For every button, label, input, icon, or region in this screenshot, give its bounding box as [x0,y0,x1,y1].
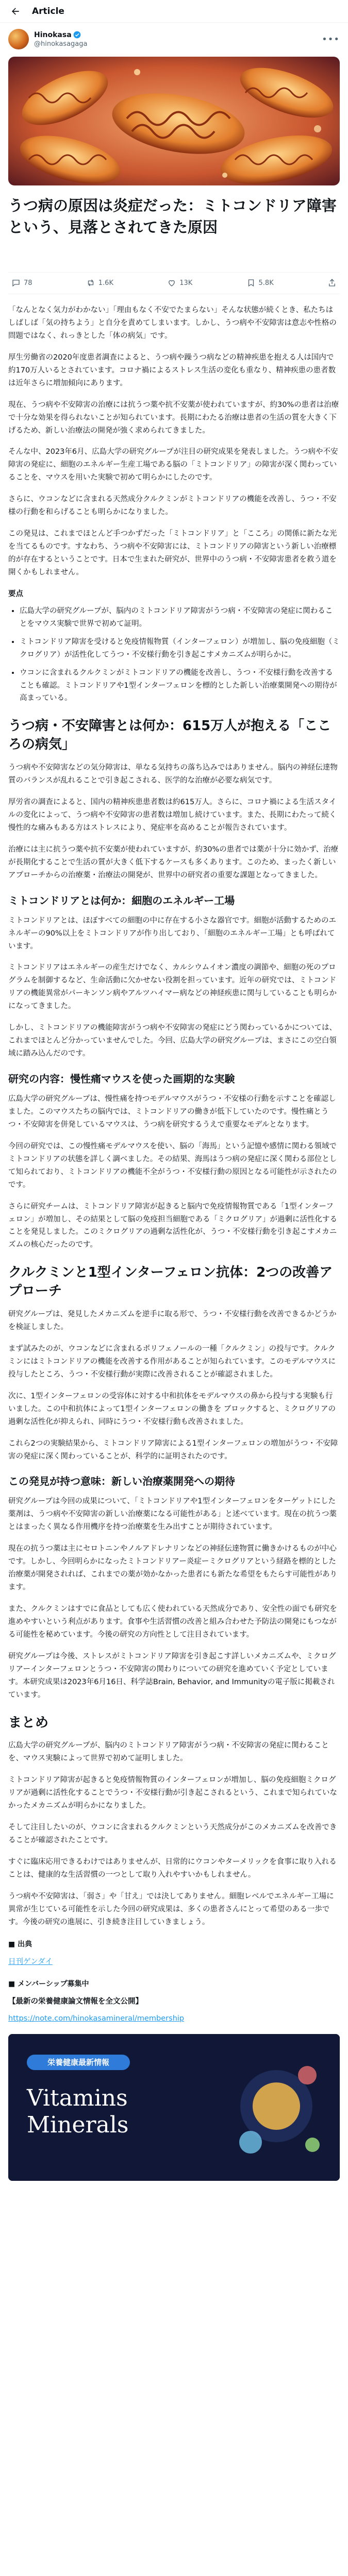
repost-button[interactable] [86,278,113,287]
paragraph: しかし、ミトコンドリアの機能障害がうつ病や不安障害の発症にどう関わっているかについては、これまでほとんど分かっていませんでした。今回、広島大学の研究グループは、まさにこの空白領域に踏み込んだのです。 [8,1024,337,1058]
share-icon [327,278,337,287]
paragraph: 研究グループは今後、ストレスがミトコンドリア障害を引き起こす詳しいメカニズムや、ミクログリアーインターフェロンとうつ・不安障害の関わりについての研究を進めていく予定としています。本研究成果は2023年6月16日、科学誌Brain, Behavior, and Immunityの電子版に掲載されています。 [8,1652,336,1699]
section-heading: クルクミンと1型インターフェロン抗体：2つの改善アプローチ [8,1265,333,1299]
paragraph: 研究グループは今回の成果について、「ミトコンドリアや1型インターフェロンをターゲットにした薬剤は、うつ病や不安障害の新しい治療薬になる可能性がある」と述べています。現在の抗うつ薬とはまったく異なる作用機序を持つ治療薬を生み出すことが期待されています。 [8,1497,337,1532]
paragraph: さらに研究チームは、ミトコンドリア障害が起きると脳内で免疫情報物質である「1型インターフェロン」が増加し、その結果として脳の免疫担当細胞である「ミクログリア」が過剰に活性化することを発見しました。このミクログリアの過剰な活性化が、うつ・不安様行動を引き起こすメカニズムの核心だったのです。 [8,1202,337,1249]
more-options-icon[interactable]: ••• [322,34,340,45]
bookmark-button[interactable] [246,278,274,287]
summary-heading: 要点 [8,589,23,598]
paragraph: これら2つの実験結果から、ミトコンドリア障害による1型インターフェロンの増加がうつ・不安障害の発症に深く関わっていることが、科学的に証明されたのです。 [8,1439,338,1461]
paragraph: 厚生労働省の2020年度患者調査によると、うつ病や躁うつ病などの精神疾患を抱える人は国内で約170万人いるとされています。コロナ禍によるストレス生活の変化も重なり、精神疾患の患者数は近年さらに増加傾向にあります。 [8,353,336,387]
paragraph: 「なんとなく気力がわかない」「理由もなく不安でたまらない」そんな状態が続くとき、私たちはしばしば「気の持ちよう」と自分を責めてしまいます。しかし、うつ病や不安障害は意志や性格の問題ではなく、れっきとした「体の病気」です。 [8,306,337,340]
paragraph: この発見は、これまでほとんど手つかずだった「ミトコンドリア」と「こころ」の関係に新たな光を当てるものです。すなわち、うつ病や不安障害には、ミトコンドリアの障害という新しい治療標的が存在するということです。日本で生まれた研究が、世界中のうつ病・不安障害患者を救う道を開くかもしれません。 [8,530,337,577]
section-heading: まとめ [8,1715,49,1731]
promo-title-line1: Vitamins [27,2084,128,2111]
repost-icon [86,278,95,287]
promo-banner[interactable] [8,2034,340,2181]
paragraph: また、クルクミンはすでに食品としても広く使われている天然成分であり、安全性の面でも研究を進めやすいという利点があります。食事や生活習慣の改善と組み合わせた予防法の開発にもつながる可能性を秘めています。今後の研究の方向性として注目されています。 [8,1605,337,1639]
summary-list [20,605,340,705]
paragraph: 厚労省の調査によると、国内の精神疾患患者数は約615万人。さらに、コロナ禍による生活スタイルの変化によって、うつ病や不安障害の患者数は増加し続けています。また、長期にわたって続く慢性的な痛みもある方はストレスにより、発症率を高めることが報告されています。 [8,798,337,832]
verified-badge-icon [73,31,81,39]
paragraph: すぐに臨床応用できるわけではありませんが、日常的にウコンやターメリックを食事に取り入れることは、健康的な生活習慣の一つとして取り入れやすいかもしれません。 [8,1858,337,1879]
paragraph: ミトコンドリア障害が起きると免疫情報物質のインターフェロンが増加し、脳の免疫細胞ミクログリアが過剰に活性化することでうつ・不安様行動が引き起こされるという、これまで知られていなかったメカニズムが明らかになりました。 [8,1776,337,1810]
source-label: ■ 出典 [8,1940,32,1948]
share-button[interactable] [327,278,337,287]
article-title: うつ病の原因は炎症だった：ミトコンドリア障害という、見落とされてきた原因 [8,197,337,236]
section-heading: この発見が持つ意味：新しい治療薬開発への期待 [8,1475,235,1488]
repost-count: 1.6K [98,279,113,287]
paragraph: まず試みたのが、ウコンなどに含まれるポリフェノールの一種「クルクミン」の投与です。クルクミンにはミトコンドリアの機能を改善する作用があることが知られています。このモデルマウスに投与したところ、うつ・不安様行動が実際に改善されることが確認されました。 [8,1344,336,1379]
list-item: • 広島大学の研究グループが、脳内のミトコンドリア障害がうつ病・不安障害の発症に関わることをマウス実験で世界で初めて証明。 [20,605,340,631]
heart-icon [167,278,176,287]
author-row [8,29,340,49]
bookmark-icon [246,278,256,287]
paragraph: そんな中、2023年6月、広島大学の研究グループが注目の研究成果を発表しました。うつ病や不安障害の発症に、細胞のエネルギー生産工場である脳の「ミトコンドリア」の障害が深く関わっていることを、マウスを用いた実験で初めて明らかにしたのです。 [8,448,338,482]
paragraph: ミトコンドリアはエネルギーの産生だけでなく、カルシウムイオン濃度の調節や、細胞の死のプログラムを制御するなど、生命活動に欠かせない役割を担っています。近年の研究では、ミトコンドリアの機能異常がパーキンソン病やアルツハイマー病などの神経疾患に関与していることも明らかになってきました。 [8,963,337,1011]
list-item: • ウコンに含まれるクルクミンがミトコンドリアの機能を改善し、うつ・不安様行動を改善することも確認。ミトコンドリアや1型インターフェロンを標的とした新しい治療薬開発への期待が高まっている。 [20,667,340,705]
back-arrow-icon[interactable] [8,4,23,19]
reply-button[interactable] [11,278,32,287]
promo-title-line2: Minerals [27,2111,129,2138]
section-heading: うつ病・不安障害とは何か：615万人が抱える「こころの病気」 [8,718,332,753]
bookmark-count: 5.8K [258,279,274,287]
reply-icon [11,278,21,287]
engagement-bar [8,278,340,287]
paragraph: 現在、うつ病や不安障害の治療には抗うつ薬や抗不安薬が使われていますが、約30%の患者は治療で十分な効果を得られないことが知られています。長期にわたる治療は患者の生活の質を大きく下げるため、新しい治療法の開発が強く求められてきました。 [8,400,339,435]
paragraph: さらに、ウコンなどに含まれる天然成分クルクミンがミトコンドリアの機能を改善し、うつ・不安様の行動を和らげることも明らかになりました。 [8,495,337,517]
like-count: 13K [179,279,193,287]
paragraph: ミトコンドリアとは、ほぼすべての細胞の中に存在する小さな器官です。細胞が活動するためのエネルギーの90%以上をミトコンドリアが作り出しており、「細胞のエネルギー工場」とも呼ばれています。 [8,916,336,951]
article-body [8,304,340,2191]
paragraph: 広島大学の研究グループが、脳内のミトコンドリア障害がうつ病・不安障害の発症に関わることを、マウス実験によって世界で初めて証明しました。 [8,1741,329,1763]
paragraph: うつ病や不安障害は、「弱さ」や「甘え」では決してありません。細胞レベルでエネルギー工場に異常が生じている可能性を示した今回の研究成果は、多くの患者さんにとって希望のある一歩です。今後の研究の進展に、引き続き注目していきましょう。 [8,1892,334,1926]
author-name[interactable]: Hinokasa [34,30,72,39]
reply-count: 78 [24,279,32,287]
divider [8,272,340,273]
paragraph: 次に、1型インターフェロンの受容体に対する中和抗体をモデルマウスの鼻から投与する実験も行いました。この中和抗体によって1型インターフェロンの働きを ブロックすると、ミクログリアの過剰な活性化が抑えられ、同時にうつ・不安様行動も改善されました。 [8,1392,336,1426]
membership-promo-text: 【最新の栄養健康論文情報を全文公開】 [8,1997,143,2006]
author-handle[interactable]: @hinokasagaga [34,40,88,48]
avatar[interactable] [8,29,29,49]
promo-tag: 栄養健康最新情報 [47,2057,109,2067]
paragraph: 今回の研究では、この慢性痛モデルマウスを使い、脳の「海馬」という記憶や感情に関わる領域でミトコンドリアの状態を詳しく調べました。その結果、海馬はうつ病の発症に深く関わる部位として知られており、ミトコンドリアの機能不全がうつ・不安様行動の原因となる可能性が示されたのです。 [8,1142,337,1189]
top-bar [0,0,348,23]
section-heading: 研究の内容：慢性痛マウスを使った画期的な実験 [8,1073,235,1085]
hero-image [8,57,340,185]
paragraph: 広島大学の研究グループは、慢性痛を持つモデルマウスがうつ・不安様の行動を示すことを確認しました。このマウスたちの脳内では、ミトコンドリアの働きが低下していたのです。慢性痛とうつ・不安障害を併発しているマウスは、うつ病を研究するうえで重要なモデルとなります。 [8,1095,336,1129]
list-item: • ミトコンドリア障害を受けると免疫情報物質（インターフェロン）が増加し、脳の免疫細胞（ミクログリア）が活性化してうつ・不安様行動を引き起こすメカニズムが明らかに。 [20,636,340,662]
paragraph: うつ病や不安障害などの気分障害は、単なる気持ちの落ち込みではありません。脳内の神経伝達物質のバランスが乱れることで引き起こされる、医学的な治療が必要な病気です。 [8,764,338,785]
membership-link[interactable]: https://note.com/hinokasamineral/membership [8,2014,185,2023]
section-heading: ミトコンドリアとは何か：細胞のエネルギー工場 [8,894,235,907]
paragraph: 研究グループは、発見したメカニズムを逆手に取る形で、うつ・不安様行動を改善できるかどうかを検証しました。 [8,1310,337,1331]
paragraph: 現在の抗うつ薬は主にセロトニンやノルアドレナリンなどの神経伝達物質に働きかけるものが中心です。しかし、今回明らかになったミトコンドリアー炎症ーミクログリアという経路を標的とした治療薬が開発されれば、これまでの薬が効かなかった患者にも新たな希望をもたらす可能性があります。 [8,1545,337,1592]
source-link[interactable]: 日刊ゲンダイ [8,1957,53,1966]
paragraph: 治療には主に抗うつ薬や抗不安薬が使われていますが、約30%の患者では薬が十分に効かず、治療が長期化することで生活の質が大きく低下するケースも多くあります。このため、まったく新しいアプローチからの治療薬・治療法の開発が、世界中の研究者の重要な課題となってきました。 [8,845,339,879]
paragraph: そして注目したいのが、ウコンに含まれるクルクミンという天然成分がこのメカニズムを改善できることが確認されたことです。 [8,1823,337,1845]
membership-label: ■ メンバーシップ募集中 [8,1979,89,1988]
page-title: Article [32,6,64,16]
like-button[interactable] [167,278,192,287]
